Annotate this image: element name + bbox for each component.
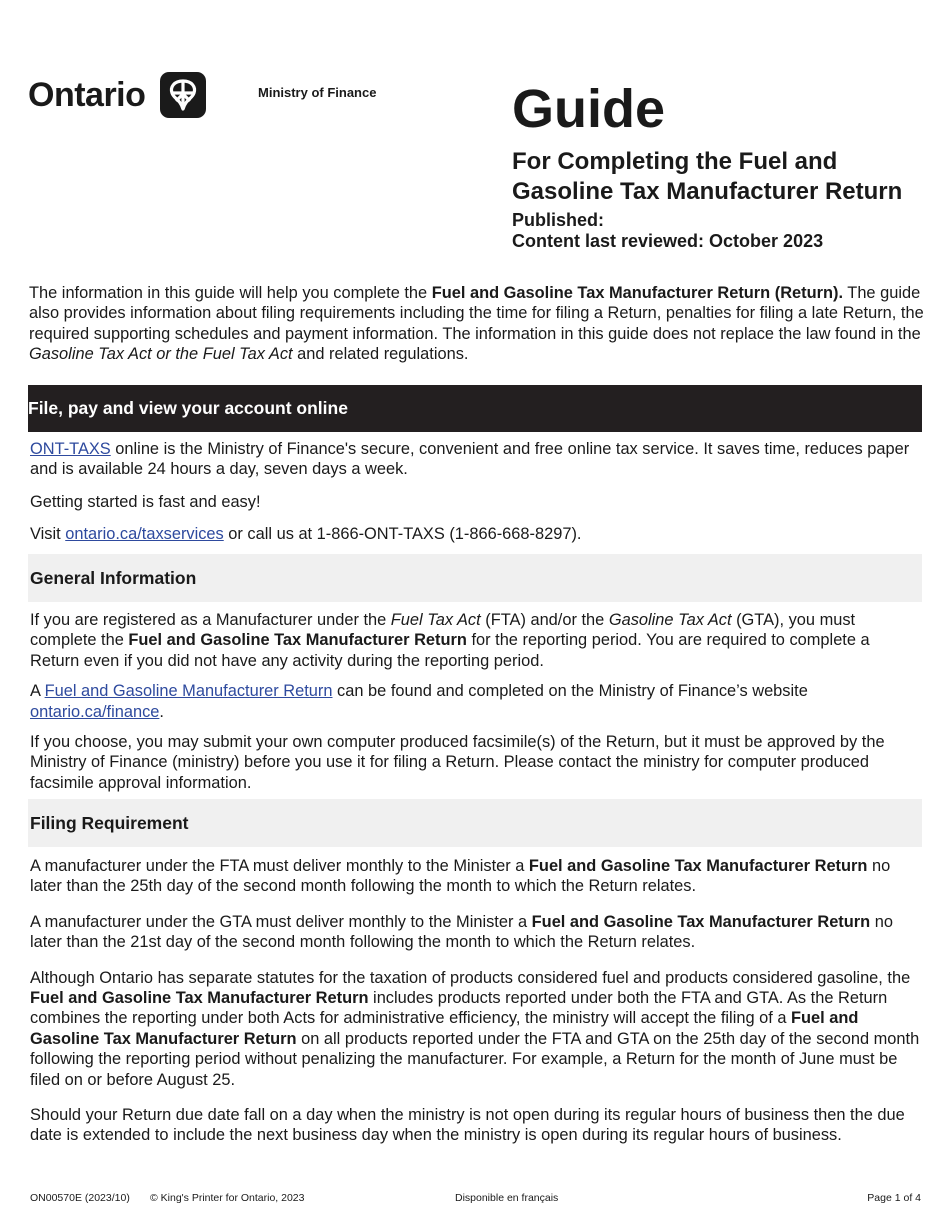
filing-paragraph-2 [30, 912, 920, 953]
general-text-3: (GTA), you must complete the [30, 611, 856, 650]
form-code: ON00570E (2023/10) [30, 1192, 130, 1204]
intro-paragraph [29, 283, 924, 365]
general-paragraph-1 [30, 610, 920, 671]
general-section-header [28, 554, 922, 602]
intro-text: The information in this guide will help you complete the [29, 284, 432, 302]
filing-text-2: no later than the 25th day of the second month following the month to which the Return relates. [30, 857, 891, 896]
online-paragraph-3 [30, 524, 920, 544]
filing-paragraph-1 [30, 856, 920, 897]
trillium-logo-icon [160, 72, 206, 118]
last-reviewed-label: Content last reviewed: October 2023 [512, 231, 824, 251]
general-text-7: . [159, 702, 164, 721]
online-heading: File, pay and view your account online [28, 398, 348, 418]
filing-paragraph-4: Should your Return due date fall on a day when the ministry is not open during its regular hours of business then the due date is extended to include the next business day when the ministry is open during its regular hours of business. [30, 1106, 905, 1145]
intro-italic: Gasoline Tax Act or the Fuel Tax Act [29, 345, 293, 364]
general-section [30, 610, 920, 793]
intro-bold: Fuel and Gasoline Tax Manufacturer Return (Return). [431, 284, 844, 302]
page-number: Page 1 of 4 [867, 1192, 921, 1204]
return-name-bold: Fuel and Gasoline Tax Manufacturer Return [128, 631, 467, 650]
intro-text-2: The guide also provides information about filing requirements including the time for filing a Return, penalties for filing a late Return, the required supporting schedules and payment information. The information in this guide does not replace the law found in the [29, 284, 924, 343]
filing-heading: Filing Requirement [30, 813, 189, 833]
filing-text-3: A manufacturer under the GTA must deliver monthly to the Minister a [30, 912, 532, 931]
french-availability: Disponible en français [455, 1192, 559, 1204]
ontario-logo-text: Ontario [28, 76, 146, 114]
filing-text: A manufacturer under the FTA must deliver monthly to the Minister a [30, 857, 529, 875]
published-label: Published: [512, 210, 605, 230]
general-text-5: A [30, 682, 45, 701]
gasoline-tax-act: Gasoline Tax Act [608, 611, 732, 629]
general-text-6: can be found and completed on the Ministry of Finance’s website [332, 682, 808, 701]
filing-text-4: no later than the 21st day of the second month following the month to which the Return relates. [30, 912, 893, 952]
filing-section [30, 856, 920, 1146]
online-text: online is the Ministry of Finance's secure, convenient and free online tax service. It saves time, reduces paper and is available 24 hours a day, seven days a week. [30, 440, 910, 479]
general-paragraph-3: If you choose, you may submit your own computer produced facsimile(s) of the Return, but it must be approved by the Ministry of Finance (ministry) before you use it for filing a Return. Please contact the ministry for computer produced facsimile approval information. [30, 733, 885, 792]
filing-section-header [28, 799, 922, 847]
ont-taxs-link[interactable]: ONT-TAXS [30, 440, 111, 458]
publication-info [512, 210, 823, 252]
intro-text-3: and related regulations. [292, 345, 469, 364]
phone-text: or call us at 1-866-ONT-TAXS (1-866-668-8297). [223, 525, 582, 544]
filing-text-7: on all products reported under the FTA and GTA on the 25th day of the second month following the reporting period without penalizing the manufacturer. For example, a Return for the month of June must be filed on or before August 25. [30, 1029, 920, 1089]
general-heading: General Information [30, 568, 197, 588]
general-text-4: for the reporting period. You are required to complete a Return even if you did not have any activity during the reporting period. [30, 631, 870, 670]
return-name-bold: Fuel and Gasoline Tax Manufacturer Return [30, 1009, 859, 1048]
return-name-bold: Fuel and Gasoline Tax Manufacturer Return [531, 912, 871, 931]
online-paragraph-1 [30, 439, 920, 480]
copyright: © King's Printer for Ontario, 2023 [150, 1192, 305, 1204]
general-text: If you are registered as a Manufacturer under the [30, 611, 391, 629]
taxservices-link[interactable]: ontario.ca/taxservices [65, 525, 224, 544]
page-title: Guide [512, 79, 666, 139]
general-text-2: (FTA) and/or the [480, 611, 609, 629]
online-section-header [28, 385, 922, 432]
filing-paragraph-3 [30, 968, 920, 1090]
ontario-finance-link[interactable]: ontario.ca/finance [30, 702, 160, 721]
online-paragraph-2: Getting started is fast and easy! [30, 492, 261, 511]
page-subtitle: For Completing the Fuel and Gasoline Tax Manufacturer Return [512, 148, 903, 205]
general-paragraph-2 [30, 681, 920, 722]
return-name-bold: Fuel and Gasoline Tax Manufacturer Return [528, 857, 868, 875]
return-name-bold: Fuel and Gasoline Tax Manufacturer Return [30, 989, 369, 1008]
ministry-name: Ministry of Finance [258, 85, 377, 100]
filing-text-6: includes products reported under both the FTA and GTA. As the Return combines the reporting under both Acts for administrative efficiency, the ministry will accept the filing of a [30, 989, 888, 1028]
visit-text: Visit [30, 525, 66, 544]
filing-text-5: Although Ontario has separate statutes for the taxation of products considered fuel and products considered gasoline, the [30, 968, 911, 987]
manufacturer-return-link[interactable]: Fuel and Gasoline Manufacturer Return [44, 682, 333, 701]
online-section [30, 439, 920, 545]
fuel-tax-act: Fuel Tax Act [390, 611, 481, 629]
